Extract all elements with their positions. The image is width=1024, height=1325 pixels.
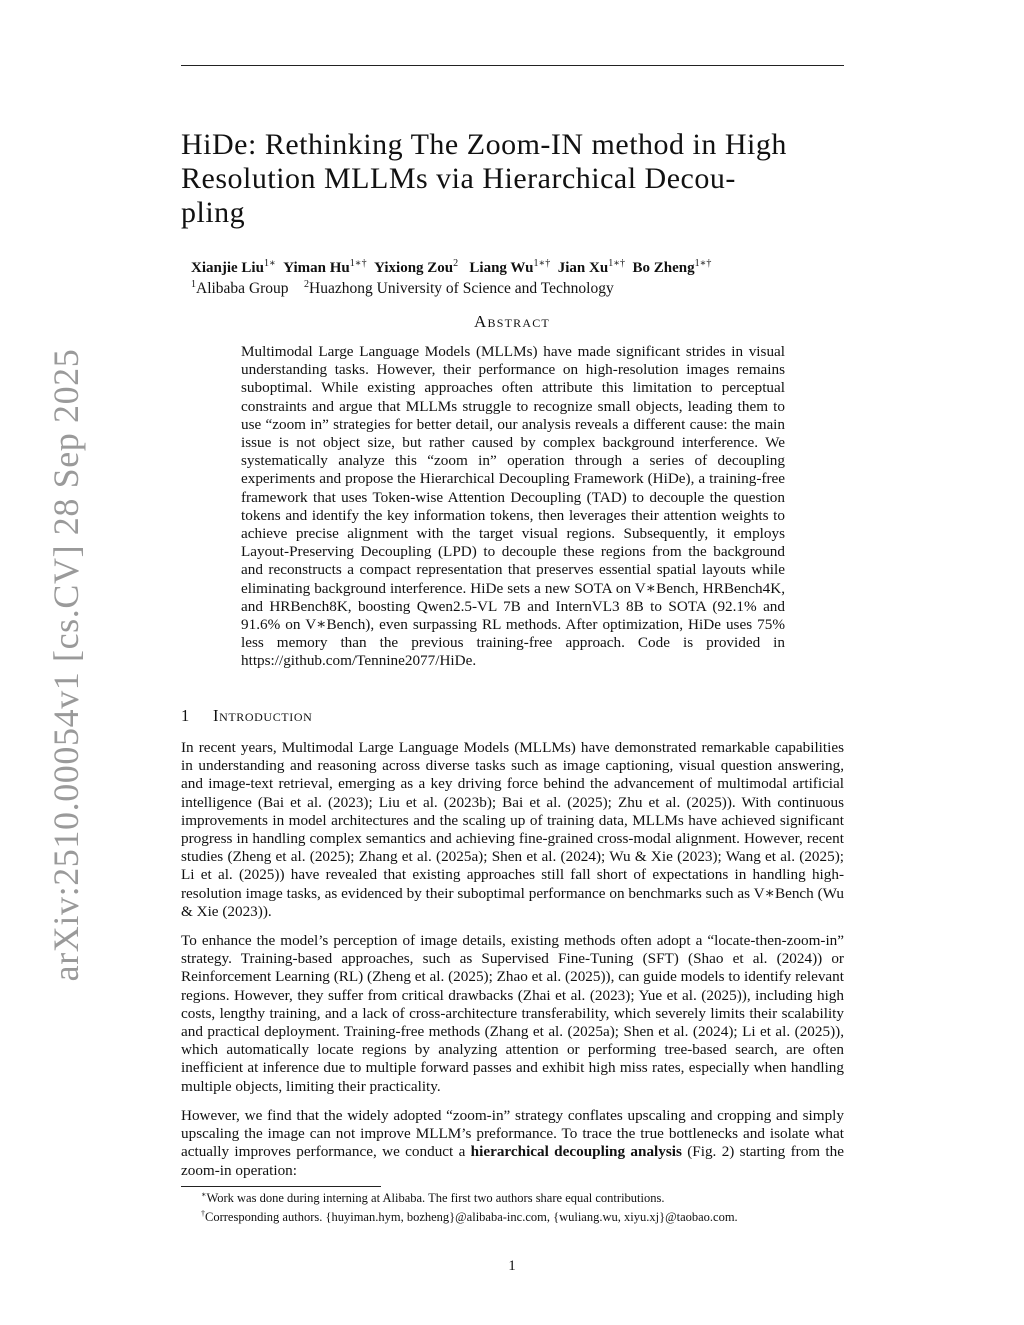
title-line: Resolution MLLMs via Hierarchical Decou-	[181, 162, 736, 195]
author-mark: 1∗†	[533, 258, 551, 269]
abstract-body: Multimodal Large Language Models (MLLMs) have made significant strides in visual understanding tasks. However, their performance on high-resolution images remains suboptimal. While existing approaches often attribute this limitation to perceptual constraints and argue that MLLMs struggle to recognize small objects, leading them to use “zoom in” strategies for better detail, our analysis reveals a different cause: the main issue is not object size, but rather caused by complex background interference. We systematically analyze this “zoom in” operation through a series of decoupling experiments and propose the Hierarchical Decoupling Framework (HiDe), a training-free framework that uses Token-wise Attention Decoupling (TAD) to decouple the question tokens and identify the key information tokens, then leverages their attention weights to achieve precise alignment with the target visual regions. Subsequently, it employs Layout-Preserving Decoupling (LPD) to decouple these regions from the background and reconstructs a compact representation that preserves essential spatial layouts while eliminating background interference. HiDe sets a new SOTA on V∗Bench, HRBench4K, and HRBench8K, boosting Qwen2.5-VL 7B and InternVL3 8B to SOTA (92.1% and 91.6% on V∗Bench), even surpassing RL methods. After optimization, HiDe uses 75% less memory than the previous training-free approach. Code is provided in https://github.com/Tennine2077/HiDe.	[241, 343, 785, 670]
author-mark: 1∗	[263, 258, 276, 269]
footnote-mark: †	[201, 1209, 205, 1218]
author-list	[191, 258, 711, 277]
footnote	[201, 1190, 664, 1206]
title-line: pling	[181, 196, 246, 229]
section-title: Introduction	[213, 706, 313, 725]
author-mark: 2	[453, 258, 459, 269]
footnote-mark: ∗	[201, 1190, 207, 1199]
author-name: Yiman Hu	[283, 260, 350, 276]
author-name: Yixiong Zou	[374, 260, 454, 276]
affiliation-name: Alibaba Group	[196, 280, 289, 298]
affiliation-list	[191, 279, 614, 298]
author-mark: 1∗†	[694, 258, 712, 269]
abstract-heading: Abstract	[474, 312, 550, 331]
affiliation-name: Huazhong University of Science and Technology	[309, 280, 614, 298]
section-heading	[181, 706, 312, 726]
section-number: 1	[181, 706, 190, 725]
paper-title	[181, 128, 861, 230]
author-mark: 1∗†	[349, 258, 367, 269]
intro-paragraph: In recent years, Multimodal Large Language Models (MLLMs) have demonstrated remarkable capabilities in understanding and reasoning across diverse tasks such as image captioning, visual question answering, and image-text retrieval, emerging as a key driving force behind the advancement of multimodal artificial intelligence (Bai et al. (2023); Liu et al. (2023b); Bai et al. (2025); Zhu et al. (2025)). With continuous improvements in model architectures and the scaling up of training data, MLLMs have achieved significant progress in handling complex semantics and achieving fine-grained cross-modal alignment. However, recent studies (Zheng et al. (2025); Zhang et al. (2025a); Shen et al. (2024); Wu & Xie (2023); Wang et al. (2025); Li et al. (2025)) have revealed that existing approaches still fall short of expectations in handling high-resolution image tasks, as evidenced by their suboptimal performance on benchmarks such as V∗Bench (Wu & Xie (2023)).	[181, 739, 844, 920]
author-name: Jian Xu	[557, 260, 609, 276]
intro-paragraph	[181, 1107, 844, 1180]
footnote-text: Corresponding authors. {huyiman.hym, bozheng}@alibaba-inc.com, {wuliang.wu, xiyu.xj}@taobao.com.	[205, 1210, 738, 1225]
title-line: HiDe: Rethinking The Zoom-IN method in High	[181, 128, 787, 161]
bold-term: hierarchical decoupling analysis	[470, 1143, 682, 1161]
affiliation-mark: 2	[304, 279, 310, 290]
author-name: Xianjie Liu	[191, 260, 264, 276]
footnote	[201, 1209, 738, 1225]
affiliation-mark: 1	[191, 279, 196, 290]
header-rule	[181, 65, 844, 66]
intro-paragraph: To enhance the model’s perception of image details, existing methods often adopt a “locate-then-zoom-in” strategy. Training-based approaches, such as Supervised Fine-Tuning (SFT) (Shao et al. (2024)) or Reinforcement Learning (RL) (Zheng et al. (2025); Zhao et al. (2025)), can guide models to identify relevant regions. However, they suffer from critical drawbacks (Zhai et al. (2023); Yue et al. (2025)), including high costs, lengthy training, and a lack of cross-architecture transferability, which severely limits their scalability and practical deployment. Training-free methods (Zhang et al. (2025a); Shen et al. (2024); Li et al. (2025)), which automatically locate regions by analyzing attention or performing tree-based search, are often inefficient at inference due to multiple forward passes and exhibit high miss rates, especially when handling multiple objects, limiting their practicality.	[181, 932, 844, 1095]
author-name: Liang Wu	[469, 260, 534, 276]
author-name: Bo Zheng	[632, 260, 695, 276]
paragraph-text: (Fig. 2) starting from the zoom-in operation:	[181, 1143, 844, 1179]
page-number: 1	[508, 1258, 516, 1274]
footnote-text: Work was done during interning at Alibaba. The first two authors share equal contributions.	[206, 1191, 665, 1206]
footnote-rule	[181, 1186, 381, 1187]
arxiv-watermark: arXiv:2510.00054v1 [cs.CV] 28 Sep 2025	[46, 348, 86, 982]
paragraph-text: However, we find that the widely adopted “zoom-in” strategy conflates upscaling and cropping and simply upscaling the image can not improve MLLM’s preformance. To trace the true bottlenecks and isolate what actually improves performance, we conduct a	[181, 1107, 844, 1161]
author-mark: 1∗†	[608, 258, 625, 269]
